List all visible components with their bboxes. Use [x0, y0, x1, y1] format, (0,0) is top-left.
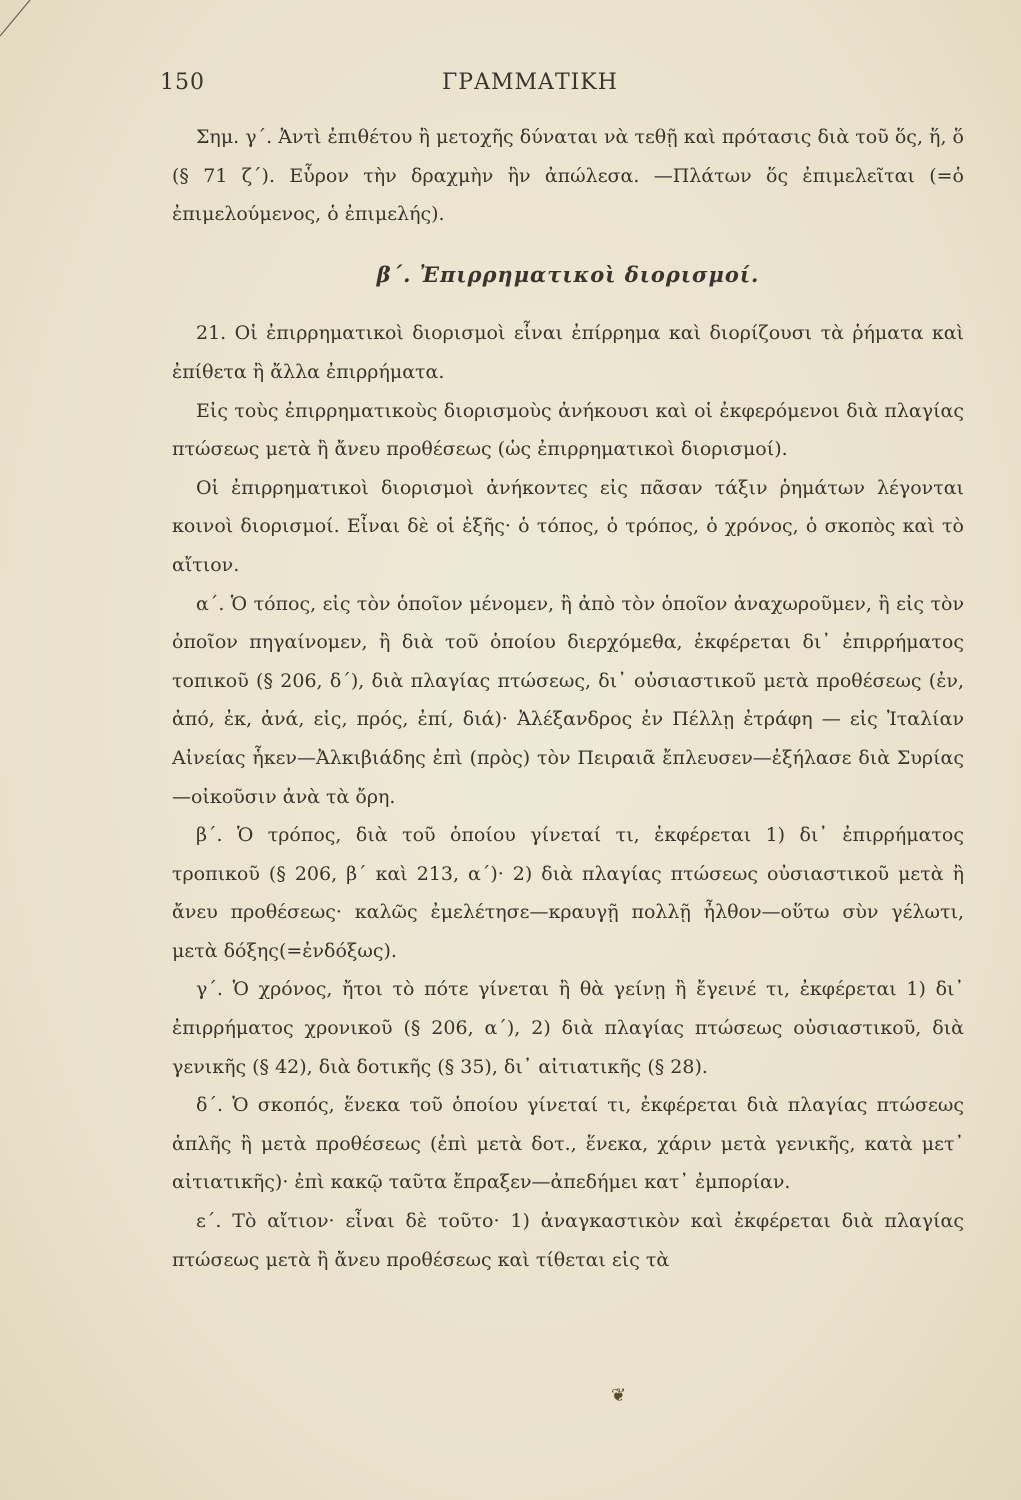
paragraph-belong: Εἰς τοὺς ἐπιρρηματικοὺς διορισμοὺς ἀνήκουσι καὶ οἱ ἐκφερόμενοι διὰ πλαγίας πτώσεως μετὰ ἢ ἄνευ προθέσεως (ὡς ἐπιρρηματικοὶ διορισμοί). — [172, 399, 964, 461]
running-title: ΓΡΑΜΜΑΤΙΚΗ — [442, 70, 618, 95]
page-body — [172, 118, 964, 1279]
note-paragraph: Σημ. γ΄. Ἀντὶ ἐπιθέτου ἢ μετοχῆς δύναται νὰ τεθῇ καὶ πρότασις διὰ τοῦ ὅς, ἥ, ὅ (§ 71 ζ΄). Εὗρον τὴν δραχμὴν ἣν ἀπώλεσα. —Πλάτων ὅς ἐπιμελεῖται (=ὁ ἐπιμελούμενος, ὁ ἐπιμελής). — [172, 126, 964, 226]
paragraph-21: 21. Οἱ ἐπιρρηματικοὶ διορισμοὶ εἶναι ἐπίρρημα καὶ διορίζουσι τὰ ῥήματα καὶ ἐπίθετα ἢ ἄλλα ἐπιρρήματα. — [172, 322, 964, 383]
item-cause: ε΄. Τὸ αἴτιον· εἶναι δὲ τοῦτο· 1) ἀναγκαστικὸν καὶ ἐκφέρεται διὰ πλαγίας πτώσεως μετὰ ἢ ἄνευ προθέσεως καὶ τίθεται εἰς τὰ — [172, 1210, 964, 1271]
item-place: α΄. Ὁ τόπος, εἰς τὸν ὁποῖον μένομεν, ἢ ἀπὸ τὸν ὁποῖον ἀναχωροῦμεν, ἢ εἰς τὸν ὁποῖον πηγαίνομεν, ἢ διὰ τοῦ ὁποίου διερχόμεθα, ἐκφέρεται δι᾽ ἐπιρρήματος τοπικοῦ (§ 206, δ΄), διὰ πλαγίας πτώσεως, δι᾽ οὐσιαστικοῦ μετὰ προθέσεως (ἐν, ἀπό, ἐκ, ἀνά, εἰς, πρός, ἐπί, διά)· Ἀλέξανδρος ἐν Πέλλῃ ἐτράφη — εἰς Ἰταλίαν Αἰνείας ἧκεν—Ἀλκιβιάδης ἐπὶ (πρὸς) τὸν Πειραιᾶ ἔπλευσεν—ἐξήλασε διὰ Συρίας—οἰκοῦσιν ἀνὰ τὰ ὄρη. — [172, 592, 964, 808]
paragraph-common: Οἱ ἐπιρρηματικοὶ διορισμοὶ ἀνήκοντες εἰς πᾶσαν τάξιν ῥημάτων λέγονται κοινοὶ διορισμοί. Εἶναι δὲ οἱ ἑξῆς· ὁ τόπος, ὁ τρόπος, ὁ χρόνος, ὁ σκοπὸς καὶ τὸ αἴτιον. — [172, 476, 964, 576]
section-heading: β΄. Ἐπιρρηματικοὶ διορισμοί. — [376, 261, 760, 287]
item-time: γ΄. Ὁ χρόνος, ἤτοι τὸ πότε γίνεται ἢ θὰ γείνῃ ἢ ἔγεινέ τι, ἐκφέρεται 1) δι᾽ ἐπιρρήματος χρονικοῦ (§ 206, α΄), 2) διὰ πλαγίας πτώσεως οὐσιαστικοῦ, διὰ γενικῆς (§ 42), διὰ δοτικῆς (§ 35), δι᾽ αἰτιατικῆς (§ 28). — [172, 978, 964, 1078]
item-purpose: δ΄. Ὁ σκοπός, ἕνεκα τοῦ ὁποίου γίνεταί τι, ἐκφέρεται διὰ πλαγίας πτώσεως ἁπλῆς ἢ μετὰ προθέσεως (ἐπὶ μετὰ δοτ., ἕνεκα, χάριν μετὰ γενικῆς, κατὰ μετ᾽ αἰτιατικῆς)· ἐπὶ κακῷ ταῦτα ἔπραξεν—ἀπεδήμει κατ᾽ ἐμπορίαν. — [172, 1094, 964, 1194]
page-header — [160, 70, 900, 110]
page-number: 150 — [160, 70, 205, 95]
ornament-icon: ❦ — [611, 1385, 627, 1406]
item-manner: β΄. Ὁ τρόπος, διὰ τοῦ ὁποίου γίνεταί τι, ἐκφέρεται 1) δι᾽ ἐπιρρήματος τροπικοῦ (§ 206, β΄ καὶ 213, α΄)· 2) διὰ πλαγίας πτώσεως οὐσιαστικοῦ μετὰ ἢ ἄνευ προθέσεως· καλῶς ἐμελέτησε—κραυγῇ πολλῇ ἦλθον—οὕτω σὺν γέλωτι, μετὰ δόξης(=ἐνδόξως). — [172, 824, 964, 962]
corner-mark-icon — [0, 0, 40, 40]
